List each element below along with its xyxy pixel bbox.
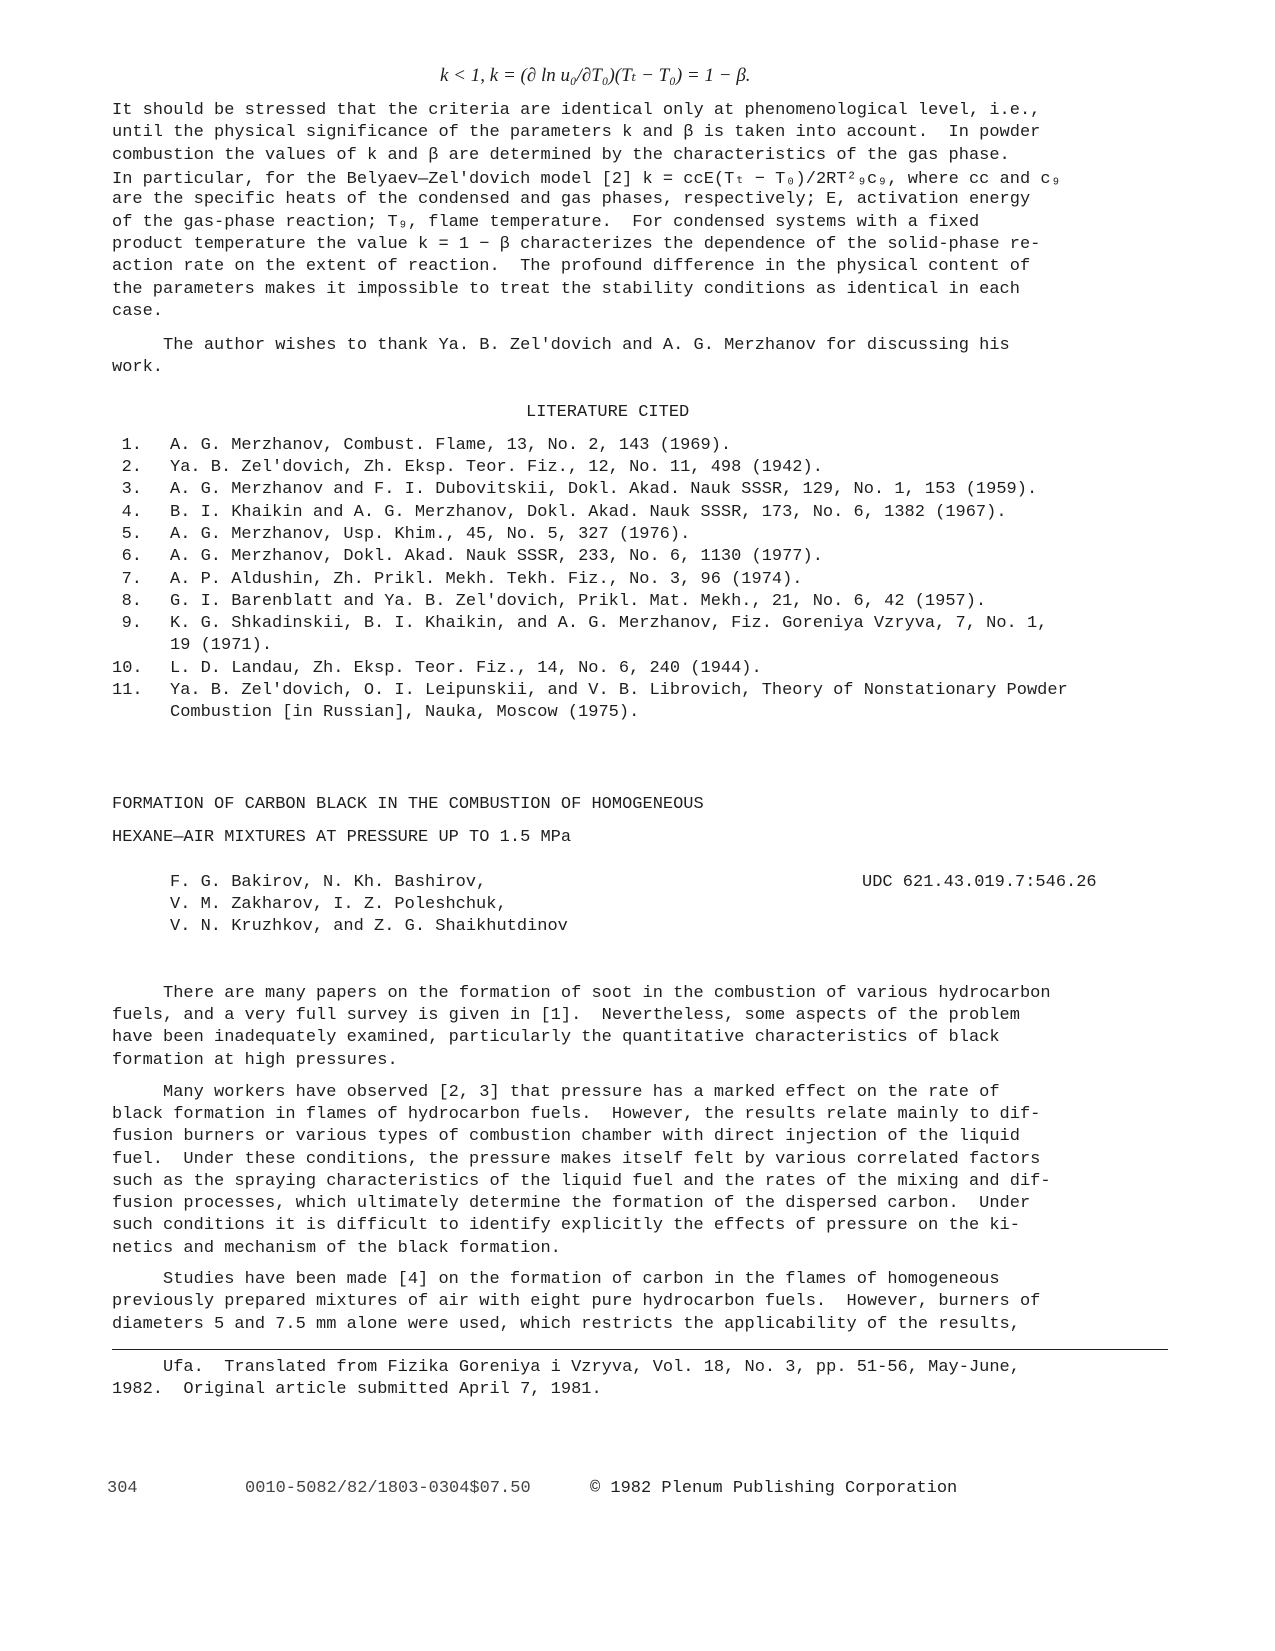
- reference-text: 19 (1971).: [170, 636, 273, 655]
- copyright-notice: © 1982 Plenum Publishing Corporation: [590, 1479, 958, 1498]
- reference-text: A. G. Merzhanov and F. I. Dubovitskii, Dokl. Akad. Nauk SSSR, 129, No. 1, 153 (1959).: [170, 480, 1038, 499]
- udc-code: UDC 621.43.019.7:546.26: [862, 873, 1097, 892]
- literature-heading: LITERATURE CITED: [526, 403, 690, 422]
- article-title-line: FORMATION OF CARBON BLACK IN THE COMBUSTION OF HOMOGENEOUS: [112, 795, 704, 814]
- text-line: of the gas-phase reaction; T₉, flame temperature. For condensed systems with a fixed: [112, 213, 980, 232]
- reference-number: 5.: [121, 525, 142, 544]
- acknowledgment-line: work.: [112, 358, 164, 377]
- page-number: 304: [107, 1479, 138, 1498]
- reference-number: 4.: [121, 503, 142, 522]
- reference-number: 2.: [121, 458, 142, 477]
- author-line: V. N. Kruzhkov, and Z. G. Shaikhutdinov: [170, 917, 568, 936]
- reference-number: 7.: [121, 570, 142, 589]
- publication-code: 0010-5082/82/1803-0304$07.50: [245, 1479, 531, 1498]
- reference-text: G. I. Barenblatt and Ya. B. Zel'dovich, Prikl. Mat. Mekh., 21, No. 6, 42 (1957).: [170, 592, 987, 611]
- reference-text: Ya. B. Zel'dovich, Zh. Eksp. Teor. Fiz., 12, No. 11, 498 (1942).: [170, 458, 823, 477]
- text-line: until the physical significance of the parameters k and β is taken into account. In powder: [112, 123, 1041, 142]
- reference-text: A. G. Merzhanov, Combust. Flame, 13, No. 2, 143 (1969).: [170, 436, 732, 455]
- text-line: action rate on the extent of reaction. The profound difference in the physical content of: [112, 257, 1031, 276]
- reference-text: L. D. Landau, Zh. Eksp. Teor. Fiz., 14, No. 6, 240 (1944).: [170, 659, 762, 678]
- body-text-line: There are many papers on the formation of soot in the combustion of various hydrocarbon: [112, 984, 1051, 1003]
- reference-number: 8.: [121, 592, 142, 611]
- body-text-line: diameters 5 and 7.5 mm alone were used, which restricts the applicability of the results,: [112, 1315, 1020, 1334]
- reference-number: 11.: [112, 681, 143, 700]
- reference-text: Combustion [in Russian], Nauka, Moscow (1975).: [170, 703, 640, 722]
- text-line: It should be stressed that the criteria are identical only at phenomenological level, i.e.,: [112, 101, 1041, 120]
- reference-number: 10.: [112, 659, 143, 678]
- reference-text: A. G. Merzhanov, Usp. Khim., 45, No. 5, 327 (1976).: [170, 525, 691, 544]
- text-line: case.: [112, 302, 164, 321]
- equation: k < 1, k = (∂ ln u₀/∂T₀)(Tₜ − T₀) = 1 − β.: [440, 65, 751, 86]
- body-text-line: fusion processes, which ultimately determine the formation of the dispersed carbon. Under: [112, 1194, 1031, 1213]
- reference-text: K. G. Shkadinskii, B. I. Khaikin, and A. G. Merzhanov, Fiz. Goreniya Vzryva, 7, No. 1,: [170, 614, 1048, 633]
- reference-number: 3.: [121, 480, 142, 499]
- body-text-line: Many workers have observed [2, 3] that pressure has a marked effect on the rate of: [112, 1083, 1000, 1102]
- footnote-line: 1982. Original article submitted April 7, 1981.: [112, 1380, 602, 1399]
- footnote-line: Ufa. Translated from Fizika Goreniya i Vzryva, Vol. 18, No. 3, pp. 51-56, May-June,: [112, 1358, 1020, 1377]
- reference-text: B. I. Khaikin and A. G. Merzhanov, Dokl. Akad. Nauk SSSR, 173, No. 6, 1382 (1967).: [170, 503, 1007, 522]
- text-line: In particular, for the Belyaev—Zel'dovich model [2] k = cᴄE(Tₜ − T₀)/2RT²₉c₉, where cᴄ and c₉: [112, 170, 1061, 189]
- body-text-line: fusion burners or various types of combustion chamber with direct injection of the liquid: [112, 1127, 1020, 1146]
- body-text-line: fuels, and a very full survey is given in [1]. Nevertheless, some aspects of the problem: [112, 1006, 1020, 1025]
- body-text-line: Studies have been made [4] on the formation of carbon in the flames of homogeneous: [112, 1270, 1000, 1289]
- body-text-line: such as the spraying characteristics of the liquid fuel and the rates of the mixing and dif-: [112, 1172, 1051, 1191]
- reference-number: 6.: [121, 547, 142, 566]
- footnote-rule: [112, 1349, 1168, 1350]
- acknowledgment-line: The author wishes to thank Ya. B. Zel'dovich and A. G. Merzhanov for discussing his: [112, 336, 1010, 355]
- body-text-line: formation at high pressures.: [112, 1051, 398, 1070]
- reference-number: 9.: [121, 614, 142, 633]
- reference-text: A. P. Aldushin, Zh. Prikl. Mekh. Tekh. Fiz., No. 3, 96 (1974).: [170, 570, 803, 589]
- reference-text: A. G. Merzhanov, Dokl. Akad. Nauk SSSR, 233, No. 6, 1130 (1977).: [170, 547, 823, 566]
- body-text-line: have been inadequately examined, particularly the quantitative characteristics of black: [112, 1028, 1000, 1047]
- body-text-line: such conditions it is difficult to identify explicitly the effects of pressure on the ki-: [112, 1216, 1020, 1235]
- author-line: V. M. Zakharov, I. Z. Poleshchuk,: [170, 895, 507, 914]
- body-text-line: fuel. Under these conditions, the pressure makes itself felt by various correlated factors: [112, 1150, 1041, 1169]
- author-line: F. G. Bakirov, N. Kh. Bashirov,: [170, 873, 487, 892]
- reference-number: 1.: [121, 436, 142, 455]
- article-title-line: HEXANE—AIR MIXTURES AT PRESSURE UP TO 1.5 MPa: [112, 828, 572, 847]
- body-text-line: netics and mechanism of the black formation.: [112, 1239, 561, 1258]
- reference-text: Ya. B. Zel'dovich, O. I. Leipunskii, and V. B. Librovich, Theory of Nonstationary Powder: [170, 681, 1068, 700]
- text-line: the parameters makes it impossible to treat the stability conditions as identical in each: [112, 280, 1020, 299]
- text-line: combustion the values of k and β are determined by the characteristics of the gas phase.: [112, 146, 1010, 165]
- body-text-line: previously prepared mixtures of air with eight pure hydrocarbon fuels. However, burners of: [112, 1292, 1041, 1311]
- text-line: product temperature the value k = 1 − β characterizes the dependence of the solid-phase re-: [112, 235, 1041, 254]
- text-line: are the specific heats of the condensed and gas phases, respectively; E, activation energy: [112, 190, 1031, 209]
- body-text-line: black formation in flames of hydrocarbon fuels. However, the results relate mainly to dif-: [112, 1105, 1041, 1124]
